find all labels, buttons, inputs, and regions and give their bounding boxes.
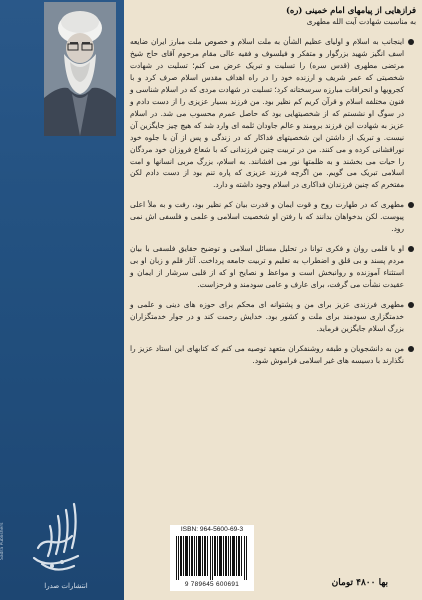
portrait-photo bbox=[44, 2, 116, 136]
subheading: به مناسبت شهادت آیت الله مطهری bbox=[306, 17, 416, 26]
barcode-bars bbox=[176, 536, 248, 580]
paragraph-text: اینجانب به اسلام و اولیای عظیم الشأن به ملت اسلام و خصوص ملت مبارز ایران ضایعه اسف انگیز شهید بزرگوار و متفکر و فیلسوف و فقیه عالی مقام مرحوم آقای حاج شیخ مرتضی مطهری (قدس سره) را تسلیت و تبریک عرض می کنم؛ تسلیت در شهادت شخصیتی که عمر شریف و ارزنده خود را در راه اهداف مقدس اسلام صرف کرد و با کجرویها و انحرافات مبارزه سرسختانه کرد؛ تسلیت در شهادت مردی که در اسلام شناسی و فنون مختلفه اسلام و قرآن کریم کم نظیر بود. من فرزند بسیار عزیزی را از دست دادم و در سوگ او نشستم که از شخصیتهایی بود که حاصل عمرم محسوب می شد. در اسلام عزیز به شهادت این فرزند برومند و عالم جاودان ثلمه ای وارد شد که هیچ چیز جایگزین آن نیست. و تبریک از داشتن این شخصیتهای فداکار که در زندگی و پس از آن با جلوه خود نورافشانی کرده و می کنند. من در تربیت چنین فرزندانی که با شعاع فروزان خود مردگان را حیات می بخشند و به ظلمتها نور می افشانند. به اسلام، بزرگ مربی انسانها و امت اسلامی تبریک می گویم. من اگرچه فرزند عزیزی که پاره تنم بود از دست دادم لکن مفتخرم که چنین فرزندان فداکاری در اسلام وجود داشته و دارد. bbox=[130, 37, 404, 190]
paragraph-text: مطهری که در طهارت روح و قوت ایمان و قدرت بیان کم نظیر بود، رفت و به ملأ اعلی پیوست. لکن بدخواهان بدانند که با رفتن او شخصیت اسلامی و علمی و فلسفی اش نمی رود. bbox=[130, 200, 404, 234]
text-area bbox=[130, 4, 416, 367]
paragraph-text: من به دانشجویان و طبقه روشنفکران متعهد توصیه می کنم که کتابهای این استاد عزیز را نگذارند با دسیسه های غیر اسلامی فراموش شود. bbox=[130, 344, 404, 366]
bullet-icon bbox=[408, 302, 414, 308]
publisher-logo bbox=[12, 496, 96, 596]
heading: فرازهایی از پیامهای امام خمینی (ره) bbox=[285, 5, 416, 15]
bullet-icon bbox=[408, 202, 414, 208]
barcode-digits: 9 789645 600691 bbox=[184, 581, 240, 588]
paragraph-text: او با قلمی روان و فکری توانا در تحلیل مسائل اسلامی و توضیح حقایق فلسفی با بیان مردم پسند و بی قلق و اضطراب به تعلیم و تربیت جامعه پرداخت. آثار قلم و زبان او بی استثناء آموزنده و روانبخش است و مواعظ و نصایح او که از قلبی سرشار از ایمان و عقیدت نشأت می گرفت، برای عارف و عامی سودمند و فرحزاست. bbox=[130, 244, 404, 290]
paragraph-1 bbox=[130, 36, 416, 191]
bullet-icon bbox=[408, 39, 414, 45]
publisher-latin-name: Sadra Publishers bbox=[0, 522, 5, 560]
paragraph-2 bbox=[130, 199, 416, 235]
paragraph-text: مطهری فرزندی عزیز برای من و پشتوانه ای محکم برای حوزه های دینی و علمی و خدمتگزاری سودمند برای ملت و کشور بود. خدایش رحمت کند و در جوار خدمتگزاران بزرگ اسلام جایگزین فرماید. bbox=[130, 300, 404, 334]
price-label: بها ۴۸۰۰ تومان bbox=[331, 578, 388, 588]
isbn-label: ISBN: 964-5600-69-3 bbox=[180, 526, 244, 533]
paragraph-3 bbox=[130, 243, 416, 291]
bullet-icon bbox=[408, 346, 414, 352]
barcode bbox=[170, 525, 254, 591]
paragraph-4 bbox=[130, 299, 416, 335]
paragraph-5 bbox=[130, 343, 416, 367]
bullet-icon bbox=[408, 246, 414, 252]
publisher-name: انتشارات صدرا bbox=[44, 582, 88, 590]
